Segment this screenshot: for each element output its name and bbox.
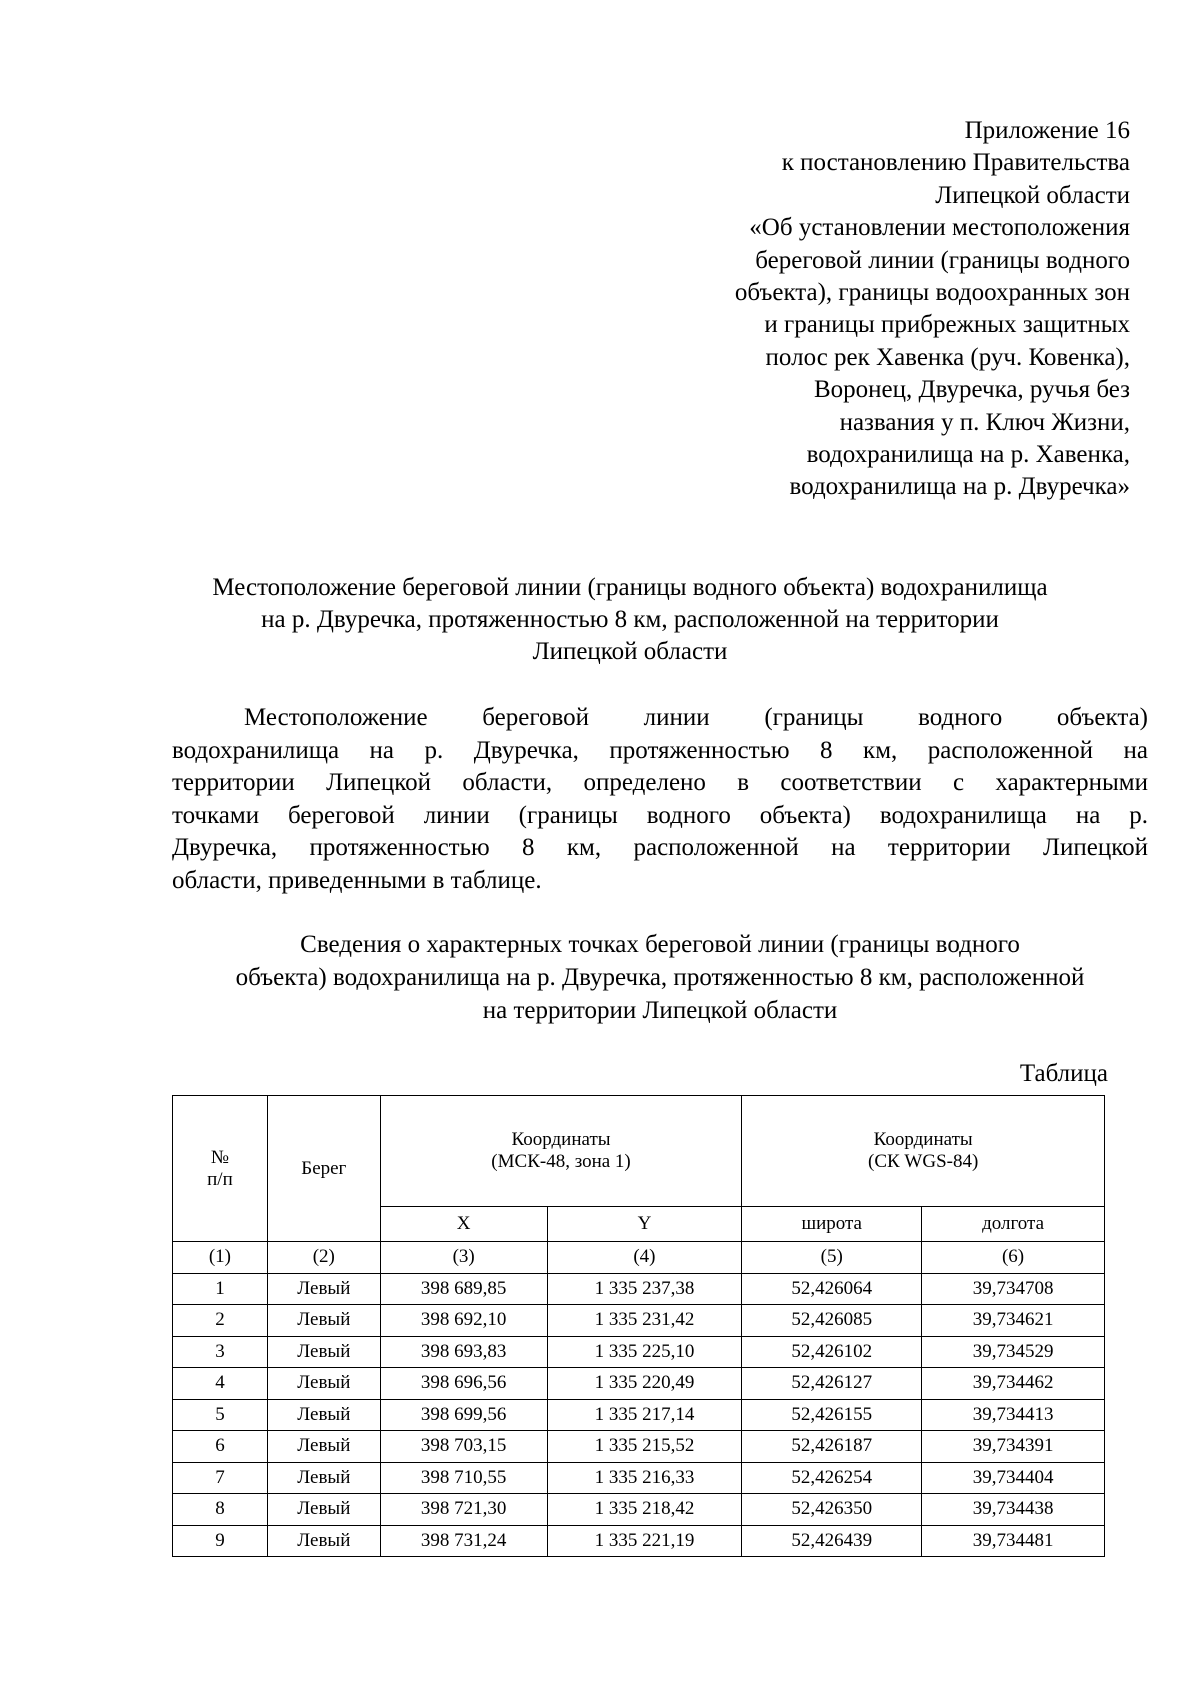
- appendix-line: береговой линии (границы водного: [755, 246, 1130, 274]
- column-number: (3): [380, 1242, 547, 1274]
- longitude-cell: 39,734404: [922, 1462, 1105, 1494]
- appendix-header: [570, 115, 1130, 504]
- bank-cell: Левый: [267, 1273, 380, 1305]
- y-cell: 1 335 220,49: [547, 1368, 742, 1400]
- paragraph-line: области, приведенными в таблице.: [172, 866, 542, 894]
- bank-cell: Левый: [267, 1368, 380, 1400]
- header-number: [173, 1096, 268, 1242]
- table-caption: [170, 928, 1150, 1027]
- x-cell: 398 710,55: [380, 1462, 547, 1494]
- appendix-line: Воронец, Двуречка, ручья без: [813, 376, 1130, 404]
- table-row: [173, 1525, 1105, 1557]
- latitude-cell: 52,426102: [742, 1336, 922, 1368]
- appendix-line: названия у п. Ключ Жизни,: [839, 408, 1130, 436]
- table-body: [173, 1242, 1105, 1557]
- coordinates-table: [172, 1095, 1105, 1557]
- bank-cell: Левый: [267, 1525, 380, 1557]
- column-number: (2): [267, 1242, 380, 1274]
- paragraph-line: Местоположение береговой линии (границы водного объекта): [244, 704, 1148, 731]
- y-cell: 1 335 225,10: [547, 1336, 742, 1368]
- longitude-cell: 39,734481: [922, 1525, 1105, 1557]
- caption-line: объекта) водохранилища на р. Двуречка, протяженностью 8 км, расположенной: [235, 964, 1085, 991]
- y-cell: 1 335 216,33: [547, 1462, 742, 1494]
- point-number-cell: 3: [173, 1336, 268, 1368]
- latitude-cell: 52,426254: [742, 1462, 922, 1494]
- latitude-cell: 52,426439: [742, 1525, 922, 1557]
- appendix-line: «Об установлении местоположения: [749, 214, 1130, 242]
- x-cell: 398 703,15: [380, 1431, 547, 1463]
- y-cell: 1 335 231,42: [547, 1305, 742, 1337]
- header-longitude: долгота: [922, 1207, 1105, 1242]
- title-line: на р. Двуречка, протяженностью 8 км, расположенной на территории: [261, 606, 999, 633]
- y-cell: 1 335 237,38: [547, 1273, 742, 1305]
- header-msk-coordinates: [380, 1096, 742, 1207]
- longitude-cell: 39,734391: [922, 1431, 1105, 1463]
- longitude-cell: 39,734621: [922, 1305, 1105, 1337]
- paragraph-line: точками береговой линии (границы водного объекта) водохранилища на р.: [172, 801, 1148, 829]
- column-number: (1): [173, 1242, 268, 1274]
- y-cell: 1 335 215,52: [547, 1431, 742, 1463]
- x-cell: 398 731,24: [380, 1525, 547, 1557]
- bank-cell: Левый: [267, 1494, 380, 1526]
- appendix-line: к постановлению Правительства: [781, 149, 1130, 177]
- x-cell: 398 689,85: [380, 1273, 547, 1305]
- x-cell: 398 693,83: [380, 1336, 547, 1368]
- latitude-cell: 52,426187: [742, 1431, 922, 1463]
- title-line: Липецкой области: [532, 638, 728, 665]
- latitude-cell: 52,426155: [742, 1399, 922, 1431]
- longitude-cell: 39,734413: [922, 1399, 1105, 1431]
- point-number-cell: 7: [173, 1462, 268, 1494]
- x-cell: 398 699,56: [380, 1399, 547, 1431]
- column-number: (5): [742, 1242, 922, 1274]
- latitude-cell: 52,426127: [742, 1368, 922, 1400]
- appendix-line: полос рек Хавенка (руч. Ковенка),: [765, 343, 1130, 371]
- caption-line: Сведения о характерных точках береговой линии (границы водного: [300, 931, 1020, 958]
- column-number: (4): [547, 1242, 742, 1274]
- y-cell: 1 335 221,19: [547, 1525, 742, 1557]
- table-row: [173, 1494, 1105, 1526]
- appendix-line: и границы прибрежных защитных: [764, 311, 1130, 339]
- bank-cell: Левый: [267, 1399, 380, 1431]
- appendix-line: объекта), границы водоохранных зон: [734, 279, 1130, 307]
- paragraph-line: Двуречка, протяженностью 8 км, расположенной на территории Липецкой: [172, 834, 1148, 861]
- point-number-cell: 9: [173, 1525, 268, 1557]
- table-row: [173, 1305, 1105, 1337]
- paragraph-line: водохранилища на р. Двуречка, протяженностью 8 км, расположенной на: [172, 736, 1148, 764]
- bank-cell: Левый: [267, 1336, 380, 1368]
- title-line: Местоположение береговой линии (границы водного объекта) водохранилища: [212, 574, 1048, 601]
- x-cell: 398 696,56: [380, 1368, 547, 1400]
- table-label: Таблица: [1019, 1060, 1108, 1087]
- appendix-line: водохранилища на р. Двуречка»: [789, 473, 1130, 501]
- appendix-line: Липецкой области: [935, 181, 1130, 209]
- column-number: (6): [922, 1242, 1105, 1274]
- column-number-row: [173, 1242, 1105, 1274]
- bank-cell: Левый: [267, 1462, 380, 1494]
- header-y: Y: [547, 1207, 742, 1242]
- header-bank: Берег: [267, 1096, 380, 1242]
- point-number-cell: 4: [173, 1368, 268, 1400]
- header-msk-text: Координаты (МСК-48, зона 1): [491, 1129, 631, 1172]
- bank-cell: Левый: [267, 1305, 380, 1337]
- document-title: [170, 572, 1090, 668]
- x-cell: 398 721,30: [380, 1494, 547, 1526]
- appendix-line: Приложение 16: [964, 117, 1130, 144]
- body-paragraph: [172, 702, 1148, 897]
- longitude-cell: 39,734708: [922, 1273, 1105, 1305]
- header-number-text: № п/п: [207, 1146, 233, 1190]
- y-cell: 1 335 217,14: [547, 1399, 742, 1431]
- point-number-cell: 6: [173, 1431, 268, 1463]
- point-number-cell: 8: [173, 1494, 268, 1526]
- latitude-cell: 52,426064: [742, 1273, 922, 1305]
- header-x: X: [380, 1207, 547, 1242]
- longitude-cell: 39,734438: [922, 1494, 1105, 1526]
- bank-cell: Левый: [267, 1431, 380, 1463]
- table-row: [173, 1399, 1105, 1431]
- table-row: [173, 1368, 1105, 1400]
- point-number-cell: 1: [173, 1273, 268, 1305]
- latitude-cell: 52,426085: [742, 1305, 922, 1337]
- table-row: [173, 1462, 1105, 1494]
- point-number-cell: 5: [173, 1399, 268, 1431]
- caption-line: на территории Липецкой области: [482, 997, 838, 1024]
- point-number-cell: 2: [173, 1305, 268, 1337]
- table-row: [173, 1273, 1105, 1305]
- header-wgs-coordinates: [742, 1096, 1105, 1207]
- paragraph-line: территории Липецкой области, определено в соответствии с характерными: [172, 769, 1148, 796]
- appendix-line: водохранилища на р. Хавенка,: [806, 441, 1130, 469]
- longitude-cell: 39,734529: [922, 1336, 1105, 1368]
- y-cell: 1 335 218,42: [547, 1494, 742, 1526]
- header-latitude: широта: [742, 1207, 922, 1242]
- longitude-cell: 39,734462: [922, 1368, 1105, 1400]
- table-row: [173, 1336, 1105, 1368]
- header-wgs-text: Координаты (СК WGS-84): [868, 1129, 979, 1172]
- x-cell: 398 692,10: [380, 1305, 547, 1337]
- table-row: [173, 1431, 1105, 1463]
- latitude-cell: 52,426350: [742, 1494, 922, 1526]
